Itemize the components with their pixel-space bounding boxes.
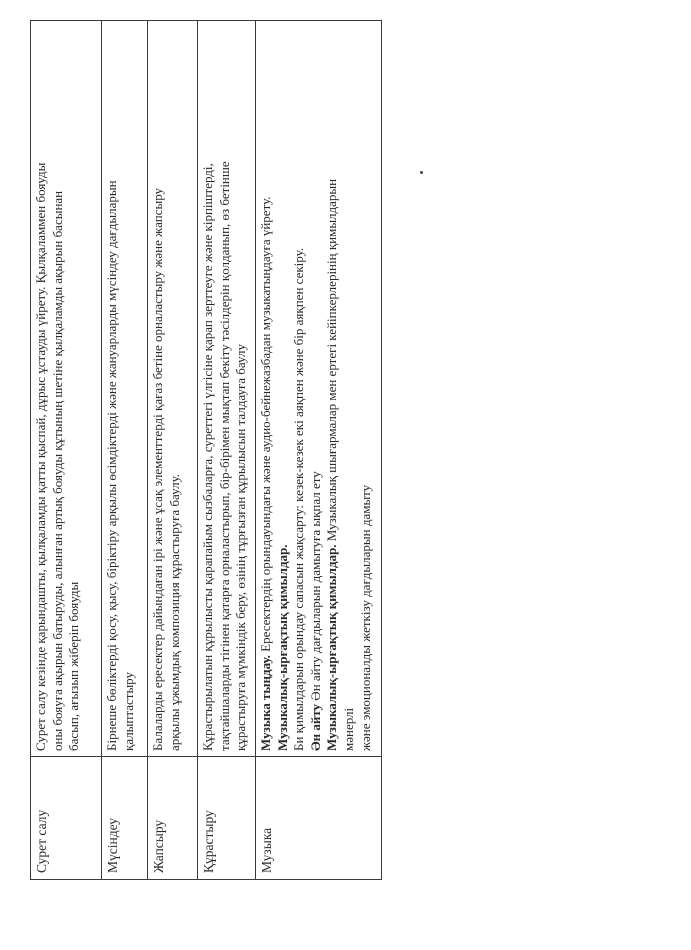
table-row [197,20,255,880]
description-text: Би қимылдарын орындау сапасын жақсарту: кезек-кезек екі аяқпен және бір аяқпен секіру. [291,247,307,751]
bold-heading: Музыка тыңдау. [258,655,273,751]
description-line [324,26,341,751]
description-line [104,26,121,751]
description-line [50,26,67,751]
description-line [150,26,167,751]
description-text: және эмоционалды жеткізу дағдыларын дамыту [357,484,373,751]
description-text: басып, ағызып жіберіп бояуды [66,581,82,751]
description-line [258,26,275,751]
description-line [121,26,138,751]
description-line [33,26,50,751]
description-line [308,26,325,751]
row-description-cell [148,20,197,756]
description-line [167,26,184,751]
description-line [217,26,234,751]
row-description-cell [102,20,147,756]
description-text: оны бояуға ақырын батыруды, алынған артық бояуды құтының шетіне қылқаламды ақырын басынан [49,190,65,751]
description-text: Сурет салу кезінде қарындашты, қылқаламды қатты қыспай, дұрыс ұстауды үйрету. Қылқаламмен бояуды [33,162,48,751]
description-line [200,26,217,751]
description-line [358,26,375,751]
description-text: Құрастырылатын құрылысты қарапайым сызбаларға, суреттегі үлгісіне қарап зерттеуге және кірпіштерді, [200,163,215,751]
description-text: Ересектердің орындауындағы және аудио-бейнежазбадан музыкатыңдауға үйрету. [258,196,273,656]
description-line [233,26,250,751]
description-line [275,26,292,751]
description-text: арқылы ұжымдық композиция құрастыруға баулу. [166,473,182,751]
description-line [66,26,83,751]
bold-heading: Музыкалық-ырғақтық қимылдар. [324,544,340,751]
row-name-cell: Құрастыру [198,756,255,880]
scan-speck [420,171,423,174]
table-row [31,20,101,880]
row-description-cell [256,20,381,756]
description-text: қалыптастыру [120,671,136,751]
table-row [255,20,381,880]
description-text: тақтайшаларды тігінен қатарға орналастырып, бір-бірімен мықтап бекіту тәсілдерін қолданып, өз бетінше [216,161,232,751]
table-row [147,20,197,880]
row-name-cell: Музыка [256,756,381,880]
description-line [291,26,308,751]
description-text: Ән айту дағдыларын дамытуға ықпал ету [307,471,323,704]
description-text: мәнерлі [340,707,356,751]
table-row [101,20,147,880]
row-name-cell: Жапсыру [148,756,197,880]
row-name-cell: Мүсіндеу [102,756,147,880]
description-text: құрастыруға мүмкіндік беру, өзінің тұрғызған құрылысын талдауға баулу [233,344,249,751]
row-description-cell [31,20,101,756]
bold-heading: Музыкалық-ырғақтық қимылдар. [274,544,290,751]
curriculum-table [30,20,382,880]
description-line [341,26,358,751]
bold-heading: Ән айту [307,703,323,751]
row-description-cell [198,20,255,756]
description-text: Балаларды ересектер дайындаған ірі және ұсақ элементтерді қағаз бетіне орналастыру және жапсыру [150,187,165,751]
description-text: Музыкалық шығармалар мен ертегі кейіпкерлерінің қимылдарын [324,178,340,545]
description-text: Бірнеше бөліктерді қосу, қысу, біріктіру арқылы өсімдіктерді және жануарларды мүсіндеу дағдыларын [104,180,119,751]
row-name-cell: Сурет салу [31,756,101,880]
